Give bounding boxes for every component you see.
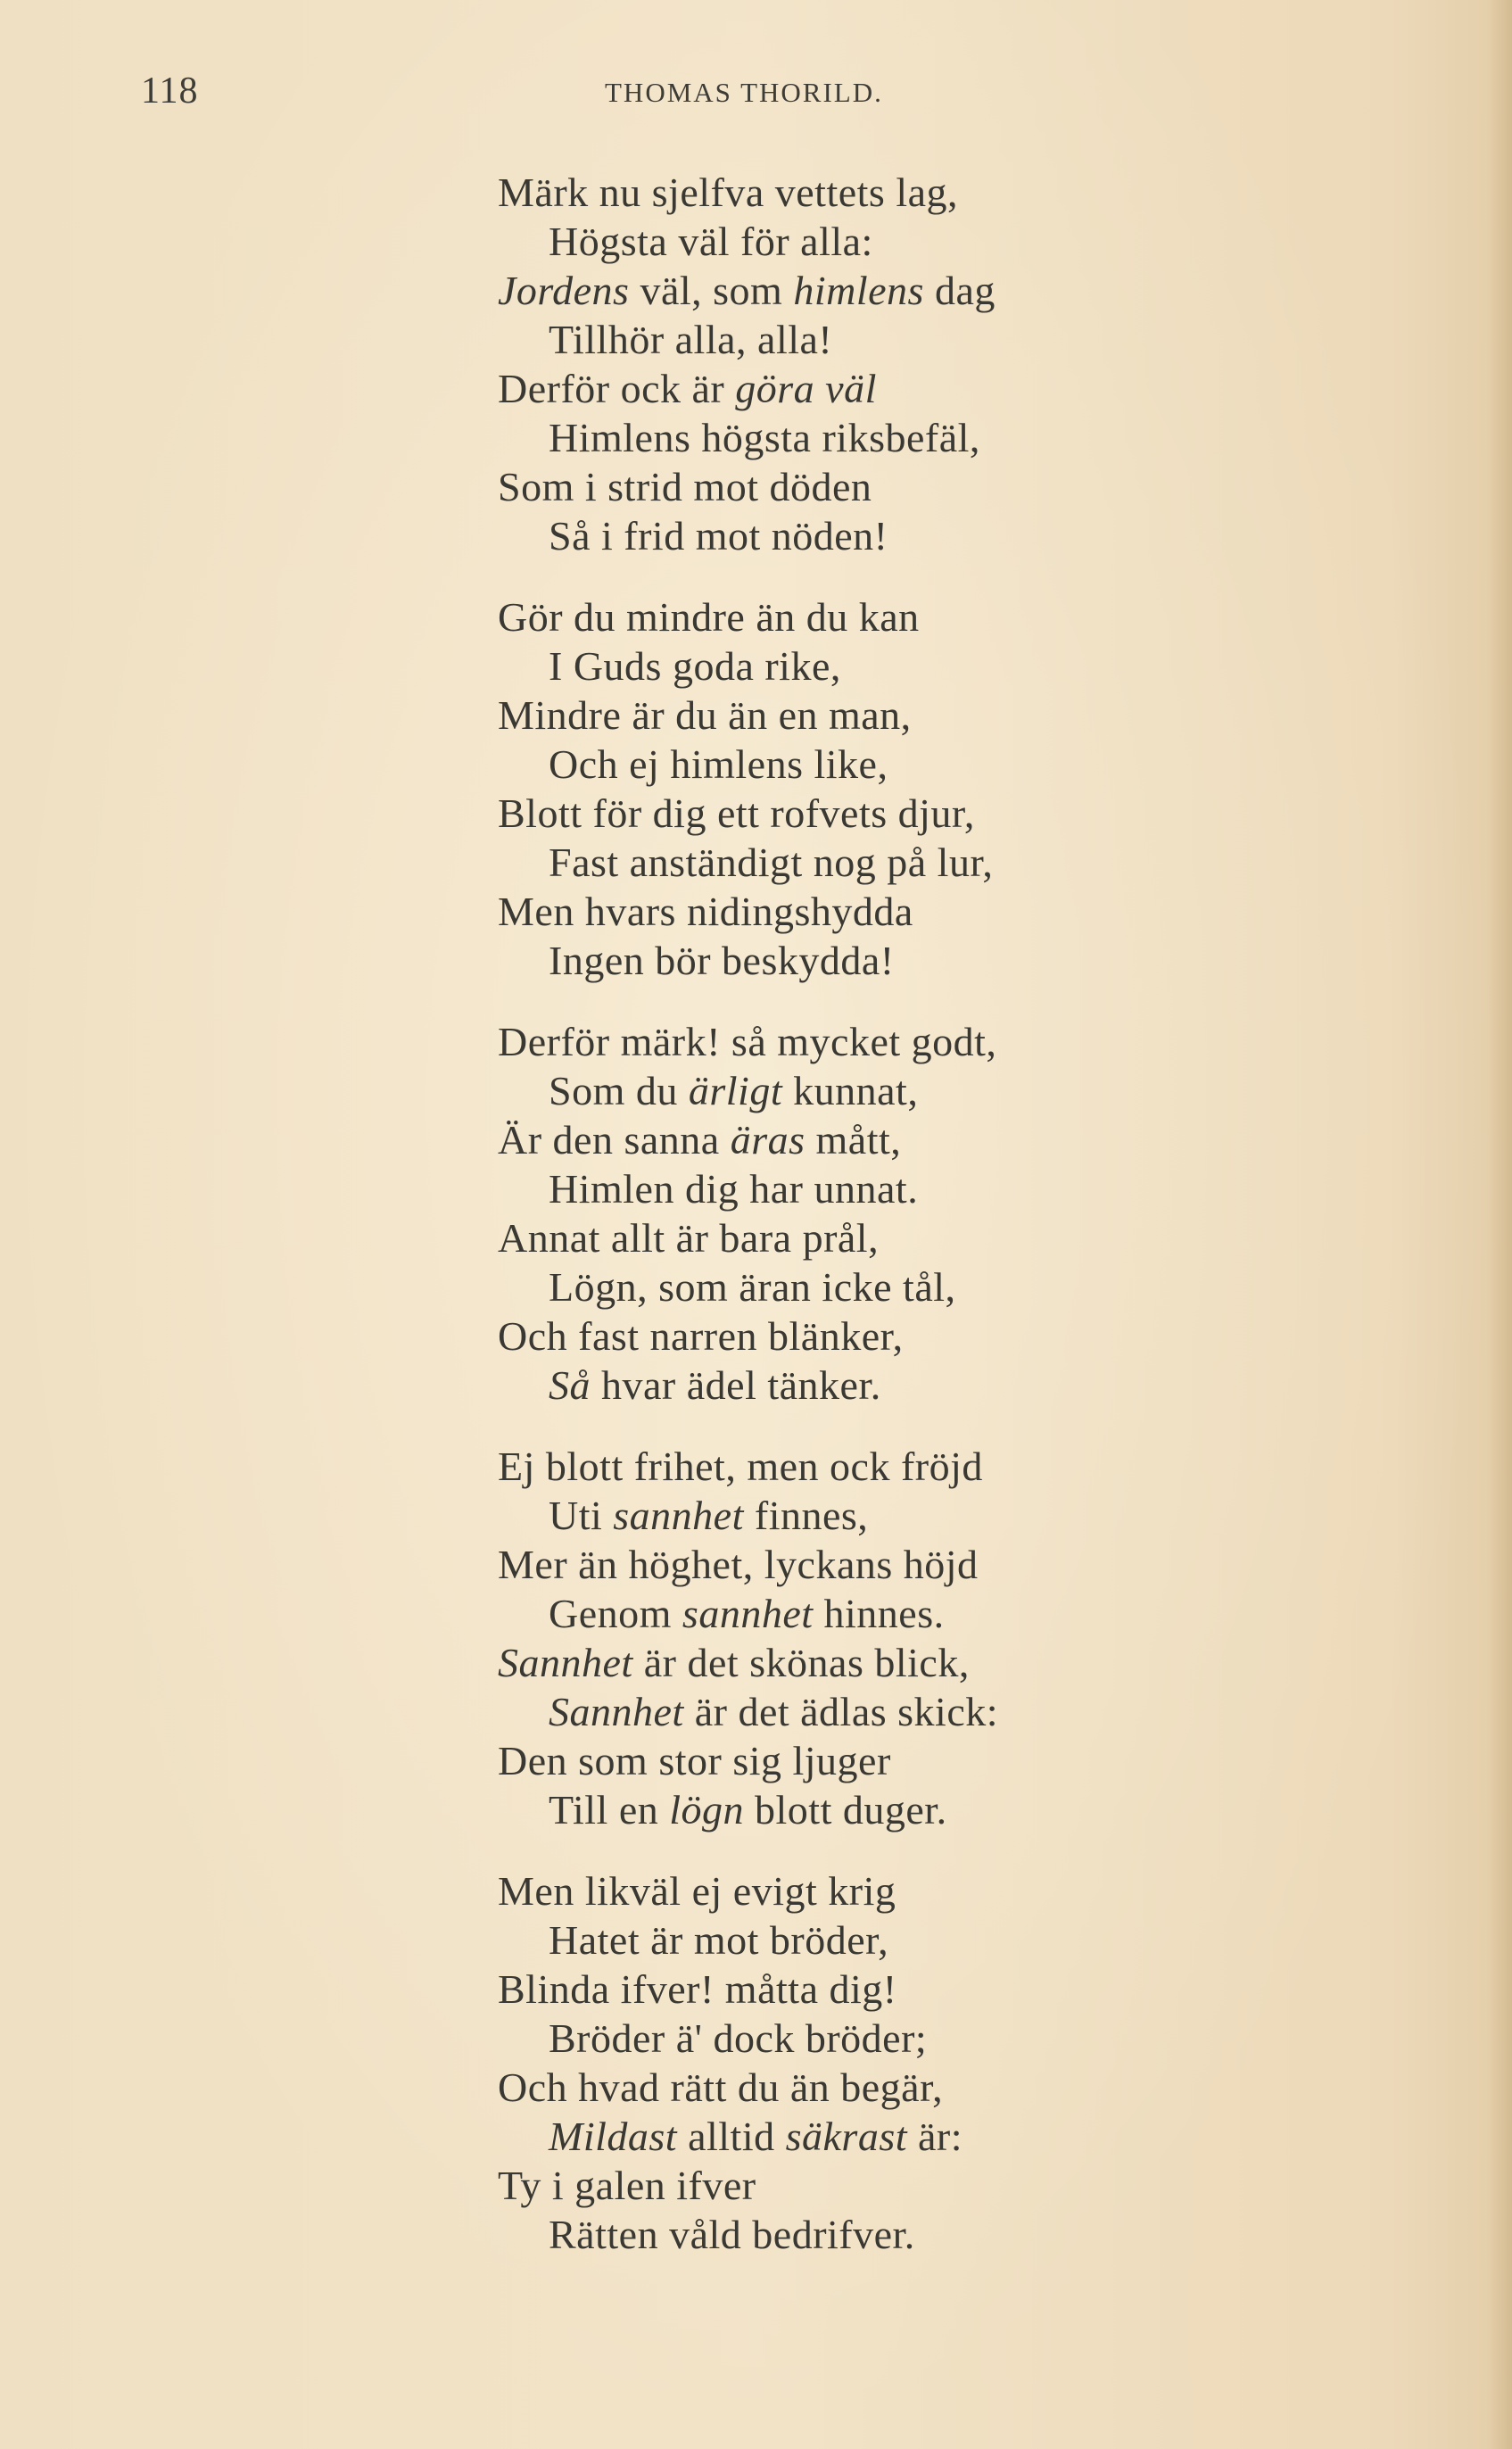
poem-line xyxy=(498,641,1443,691)
text-segment: Derför ock är xyxy=(498,366,736,411)
stanza xyxy=(498,1442,1443,1834)
italic-text: äras xyxy=(730,1117,806,1162)
poem-line xyxy=(498,462,1443,511)
text-segment: Mer än höghet, lyckans höjd xyxy=(498,1542,979,1587)
text-segment: Rätten våld bedrifver. xyxy=(549,2212,915,2257)
italic-text: Sannhet xyxy=(549,1689,684,1734)
text-segment: dag xyxy=(923,268,996,313)
poem-line xyxy=(498,1785,1443,1834)
poem-line xyxy=(498,413,1443,462)
poem-line xyxy=(498,1066,1443,1115)
poem-line xyxy=(498,789,1443,838)
text-segment: hvar ädel tänker. xyxy=(591,1362,881,1408)
italic-text: säkrast xyxy=(785,2114,908,2159)
text-segment: Himlens högsta riksbefäl, xyxy=(549,415,980,460)
italic-text: lögn xyxy=(669,1787,745,1833)
text-segment: Bröder ä' dock bröder; xyxy=(549,2015,928,2061)
text-segment: Uti xyxy=(549,1493,614,1538)
page-edge-shadow xyxy=(1487,0,1512,2449)
poem-line xyxy=(498,1115,1443,1164)
italic-text: göra väl xyxy=(735,366,877,411)
text-segment: Märk nu sjelfva vettets lag, xyxy=(498,170,959,215)
text-segment: Högsta väl för alla: xyxy=(549,219,873,264)
text-segment: Blott för dig ett rofvets djur, xyxy=(498,790,975,836)
text-segment: Så i frid mot nöden! xyxy=(549,513,888,558)
text-segment: blott duger. xyxy=(744,1787,947,1833)
poem xyxy=(498,168,1443,2291)
stanza xyxy=(498,168,1443,560)
poem-line xyxy=(498,315,1443,364)
page-number: 118 xyxy=(141,70,199,112)
text-segment: kunnat, xyxy=(782,1068,919,1113)
poem-line xyxy=(498,364,1443,413)
text-segment: I Guds goda rike, xyxy=(549,643,841,689)
italic-text: sannhet xyxy=(682,1591,814,1636)
poem-line xyxy=(498,740,1443,789)
poem-line xyxy=(498,2210,1443,2259)
poem-line xyxy=(498,2063,1443,2112)
italic-text: himlens xyxy=(793,268,924,313)
poem-line xyxy=(498,1017,1443,1066)
text-segment: Ej blott frihet, men ock fröjd xyxy=(498,1444,983,1489)
poem-line xyxy=(498,1164,1443,1213)
poem-line xyxy=(498,1866,1443,1915)
poem-line xyxy=(498,1361,1443,1410)
text-segment: Genom xyxy=(549,1591,682,1636)
stanza xyxy=(498,1017,1443,1410)
text-segment: Gör du mindre än du kan xyxy=(498,594,920,640)
text-segment: Och ej himlens like, xyxy=(549,741,888,787)
text-segment: Himlen dig har unnat. xyxy=(549,1166,919,1212)
poem-line xyxy=(498,887,1443,936)
text-segment: Derför märk! så mycket godt, xyxy=(498,1019,997,1064)
text-segment: Annat allt är bara prål, xyxy=(498,1215,880,1261)
italic-text: ärligt xyxy=(688,1068,783,1113)
italic-text: Så xyxy=(549,1362,591,1408)
text-segment: Fast anständigt nog på lur, xyxy=(549,840,994,885)
text-segment: alltid xyxy=(677,2114,786,2159)
text-segment: finnes, xyxy=(743,1493,869,1538)
text-segment: Ingen bör beskydda! xyxy=(549,938,895,983)
text-segment: Den som stor sig ljuger xyxy=(498,1738,891,1783)
poem-line xyxy=(498,1540,1443,1589)
poem-line xyxy=(498,511,1443,560)
poem-line xyxy=(498,691,1443,740)
italic-text: sannhet xyxy=(613,1493,744,1538)
poem-line xyxy=(498,1442,1443,1491)
italic-text: Sannhet xyxy=(498,1640,633,1685)
text-segment: är det ädlas skick: xyxy=(683,1689,999,1734)
text-segment: Mindre är du än en man, xyxy=(498,692,912,738)
text-segment: mått, xyxy=(805,1117,902,1162)
text-segment: Hatet är mot bröder, xyxy=(549,1917,889,1963)
poem-line xyxy=(498,592,1443,641)
poem-line xyxy=(498,1589,1443,1638)
text-segment: Är den sanna xyxy=(498,1117,731,1162)
text-segment: är det skönas blick, xyxy=(632,1640,970,1685)
poem-line xyxy=(498,1915,1443,1965)
text-segment: är: xyxy=(907,2114,963,2159)
text-segment: Till en xyxy=(549,1787,670,1833)
poem-line xyxy=(498,1965,1443,2014)
poem-line xyxy=(498,1491,1443,1540)
text-segment: Tillhör alla, alla! xyxy=(549,317,833,362)
stanza xyxy=(498,1866,1443,2259)
text-segment: Men likväl ej evigt krig xyxy=(498,1868,896,1914)
poem-line xyxy=(498,168,1443,217)
italic-text: Mildast xyxy=(549,2114,678,2159)
text-segment: Och hvad rätt du än begär, xyxy=(498,2064,944,2110)
poem-line xyxy=(498,2161,1443,2210)
poem-line xyxy=(498,1638,1443,1687)
text-segment: Och fast narren blänker, xyxy=(498,1313,904,1359)
running-head: THOMAS THORILD. xyxy=(605,77,883,108)
text-segment: Ty i galen ifver xyxy=(498,2163,756,2208)
italic-text: Jordens xyxy=(498,268,630,313)
text-segment: Som i strid mot döden xyxy=(498,464,872,509)
text-segment: Lögn, som äran icke tål, xyxy=(549,1264,956,1310)
text-segment: Blinda ifver! måtta dig! xyxy=(498,1966,897,2012)
poem-line xyxy=(498,1311,1443,1361)
poem-line xyxy=(498,838,1443,887)
poem-line xyxy=(498,936,1443,985)
text-segment: hinnes. xyxy=(813,1591,945,1636)
poem-line xyxy=(498,266,1443,315)
poem-line xyxy=(498,2014,1443,2063)
stanza xyxy=(498,592,1443,985)
text-segment: Men hvars nidingshydda xyxy=(498,889,913,934)
poem-line xyxy=(498,1213,1443,1262)
text-segment: väl, som xyxy=(629,268,794,313)
poem-line xyxy=(498,1262,1443,1311)
poem-line xyxy=(498,1687,1443,1736)
poem-line xyxy=(498,217,1443,266)
text-segment: Som du xyxy=(549,1068,689,1113)
poem-line xyxy=(498,2112,1443,2161)
poem-line xyxy=(498,1736,1443,1785)
